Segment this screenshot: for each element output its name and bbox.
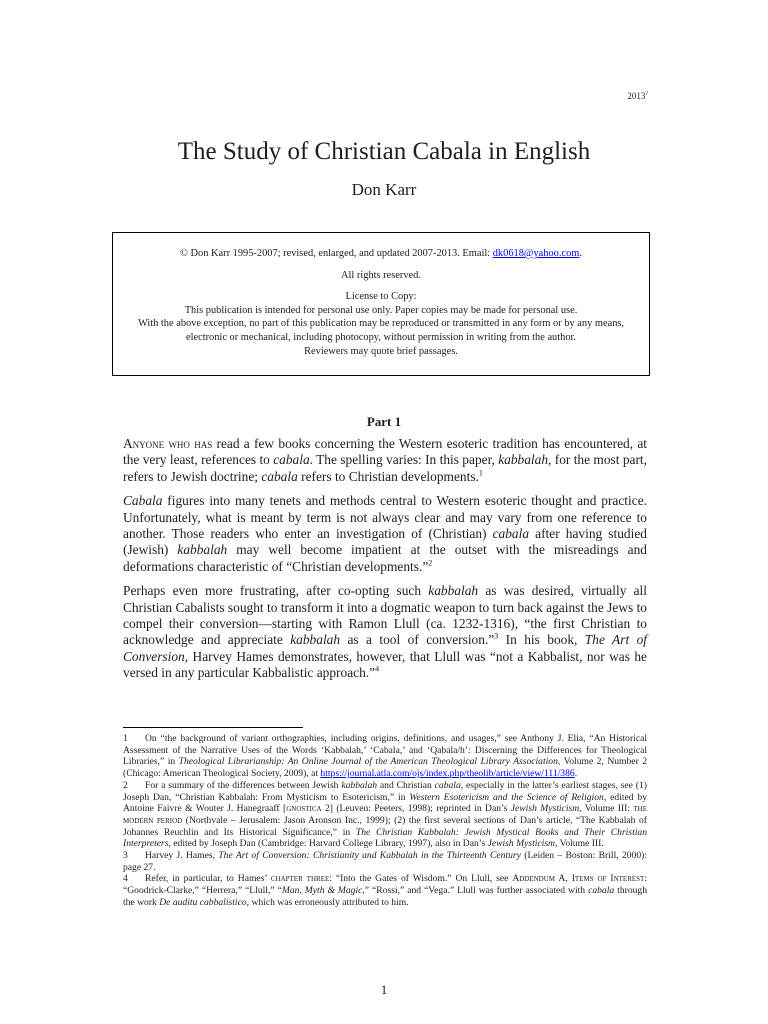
text: 2] (Leuven: Peeters, 1998); reprinted in Dan’s <box>321 803 511 815</box>
text: : “Into the Gates of Wisdom.” On Llull, see <box>329 873 513 885</box>
text: , Volume 2, Number 2 (Chicago: American Theological Society, 2009), at <box>123 756 648 780</box>
text: (Leiden – Boston: Brill, 2000): page 27. <box>123 850 647 873</box>
text: , Harvey Hames demonstrates, however, that Llull was “not a Kabbalist, nor was he versed in any particular Kabbalistic approach.” <box>123 648 647 681</box>
text: , edited by Joseph Dan (Cambridge: Harvard College Library, 1997), also in Dan’s <box>168 838 488 850</box>
smallcaps-text: gnostica <box>286 803 322 815</box>
italic-title: De auditu cabbalistico <box>159 896 247 908</box>
footnote-ref[interactable]: 2 <box>428 558 433 568</box>
italic-title: The Art of Conversion <box>123 632 647 664</box>
copyright-text: © Don Karr 1995-2007; revised, enlarged, and updated 2007-2013. Email: <box>180 248 493 259</box>
lead-in-smallcaps: Anyone who has <box>123 436 213 451</box>
italic-title: The Art of Conversion: Christianity and Kabbalah in the Thirteenth Century <box>218 850 521 862</box>
copyright-box <box>112 232 650 376</box>
license-line-3: Reviewers may quote brief passages. <box>304 345 458 357</box>
text: For a summary of the differences between Jewish <box>145 779 342 791</box>
text: . The spelling varies: In this paper, <box>309 452 499 468</box>
part-heading: Part 1 <box>366 414 402 429</box>
rights-line: All rights reserved. <box>341 269 421 281</box>
italic-title: Western Esotericism and the Science of Religion <box>409 791 604 803</box>
italic-title: Jewish Mysticism <box>487 838 555 850</box>
text: ,” “Rossi,” and “Vega.” Llull was further associated with <box>362 885 589 897</box>
license-line-1: This publication is intended for personal use only. Paper copies may be made for personal use. <box>184 304 578 316</box>
email-link[interactable]: dk0618@yahoo.com <box>492 248 580 259</box>
footnote-ref[interactable]: 3 <box>494 632 499 641</box>
document-author: Don Karr <box>351 180 417 199</box>
italic-title: Theological Librarianship: An Online Journal of the American Theological Library Association <box>178 756 558 768</box>
header-year <box>627 91 648 101</box>
italic-term: kabbalah <box>290 632 341 648</box>
text: read a few books concerning the Western esoteric tradition has encountered, at the very least, references to <box>123 436 647 468</box>
text: , edited by Antoine Faivre & Wouter J. Hanegraaff [ <box>123 791 648 815</box>
footnote-ref[interactable]: 1 <box>478 468 483 478</box>
italic-term: kabbalah <box>498 452 549 468</box>
italic-title: The Christian Kabbalah: Jewish Mystical Books and Their Christian Interpreters <box>123 826 647 850</box>
italic-term: cabala <box>273 452 310 468</box>
italic-title: Jewish Mysticism <box>510 803 580 815</box>
text: Refer, in particular, to Hames’ <box>145 873 271 885</box>
year-superscript: ? <box>645 91 648 97</box>
text: , which was erroneously attributed to him. <box>246 896 409 908</box>
text: , Volume III. <box>555 838 604 850</box>
year-text: 2013 <box>627 91 646 101</box>
text: , for the most part, refers to Jewish doctrine; <box>123 452 647 484</box>
text: refers to Christian developments. <box>297 468 479 484</box>
footnote-3 <box>123 850 647 873</box>
paragraph-3 <box>123 583 647 681</box>
text: Perhaps even more frustrating, after co-opting such <box>123 583 429 599</box>
text: , especially in the latter’s earliest stages, see (1) Joseph Dan, “Christian Kabbalah: From Mysticism to Esotericism,” in <box>123 779 647 803</box>
italic-term: Cabala <box>123 493 163 509</box>
page-number: 1 <box>380 982 388 997</box>
italic-title: Man, Myth & Magic <box>281 885 363 897</box>
text: (Northvale – Jerusalem: Jason Aronson Inc., 1999); (2) the first several sections of Dan’s article, “The Kabbalah of Johannes Reuchlin and Its Historical Significance,” in <box>123 814 648 838</box>
license-title: License to Copy: <box>345 291 417 303</box>
italic-term: kabbalah <box>177 542 228 558</box>
italic-term: cabala <box>434 779 461 791</box>
text: and Christian <box>377 779 435 791</box>
text: figures into many tenets and methods central to Western esoteric thought and practice. Unfortunately, what is meant by term is not always clear and may vary from one reference to another. Those readers who enter an investigation of (Christian) <box>123 493 647 542</box>
footnote-number: 3 <box>123 850 128 862</box>
italic-term: cabala <box>261 468 298 484</box>
smallcaps-text: Addendum A, Items of Interest <box>512 873 645 885</box>
smallcaps-text: the modern period <box>123 803 648 826</box>
footnote-4 <box>123 873 647 908</box>
footnote-2 <box>123 780 647 850</box>
text: On “the background of variant orthographies, including origins, definitions, and usages,” see Anthony J. Elia, “An Historical Assessment of the Narrative Uses of the Words ‘Kabbalah,’ ‘Cabala,’ and ‘Qabala/h’: Discerning the Differences for Theological Libraries,” in <box>123 733 647 768</box>
footnote-number: 4 <box>123 873 128 885</box>
footnote-rule <box>123 727 303 728</box>
footnote-number: 1 <box>123 733 128 744</box>
journal-link[interactable]: https://journal.atla.com/ojs/index.php/theolib/article/view/111/386 <box>320 768 575 780</box>
text: In his book, <box>498 632 585 648</box>
text: Harvey J. Hames, <box>145 850 219 862</box>
text: through the work <box>123 885 648 908</box>
italic-term: cabala <box>588 885 615 897</box>
paragraph-1 <box>123 436 647 485</box>
footnote-ref[interactable]: 4 <box>375 664 380 674</box>
text: : “Goodrick-Clarke,” “Herrera,” “Llull,” “ <box>123 873 647 897</box>
text: as was desired, virtually all Christian Cabalists sought to transform it into a dogmatic weapon to turn back against the Jews to compel their conversion—starting with Ramon Llull (ca. 1232-1316), “the first Christian to acknowledge and appreciate <box>123 583 647 648</box>
copyright-period: . <box>579 248 582 259</box>
italic-term: kabbalah <box>341 779 378 791</box>
text: may well become impatient at the outset with the misreadings and deformations characteristic of “Christian developments.” <box>123 542 647 574</box>
text: , Volume III: <box>579 803 634 815</box>
footnote-number: 2 <box>123 779 128 791</box>
italic-term: cabala <box>492 526 530 542</box>
paragraph-2 <box>123 493 647 575</box>
copyright-line <box>123 247 639 261</box>
text: as a tool of conversion.” <box>340 632 495 648</box>
text: . <box>574 768 578 780</box>
footnotes <box>123 733 647 909</box>
italic-term: kabbalah <box>428 583 479 599</box>
footnote-1 <box>123 733 647 780</box>
smallcaps-text: chapter three <box>270 873 330 885</box>
document-title: The Study of Christian Cabala in English <box>177 138 591 165</box>
license-line-2: With the above exception, no part of this publication may be reproduced or transmitted in any form or by any means, electronic or mechanical, including photocopy, without permission in writing from the author. <box>137 318 625 343</box>
body-text <box>123 436 647 690</box>
text: after having studied (Jewish) <box>123 526 647 558</box>
